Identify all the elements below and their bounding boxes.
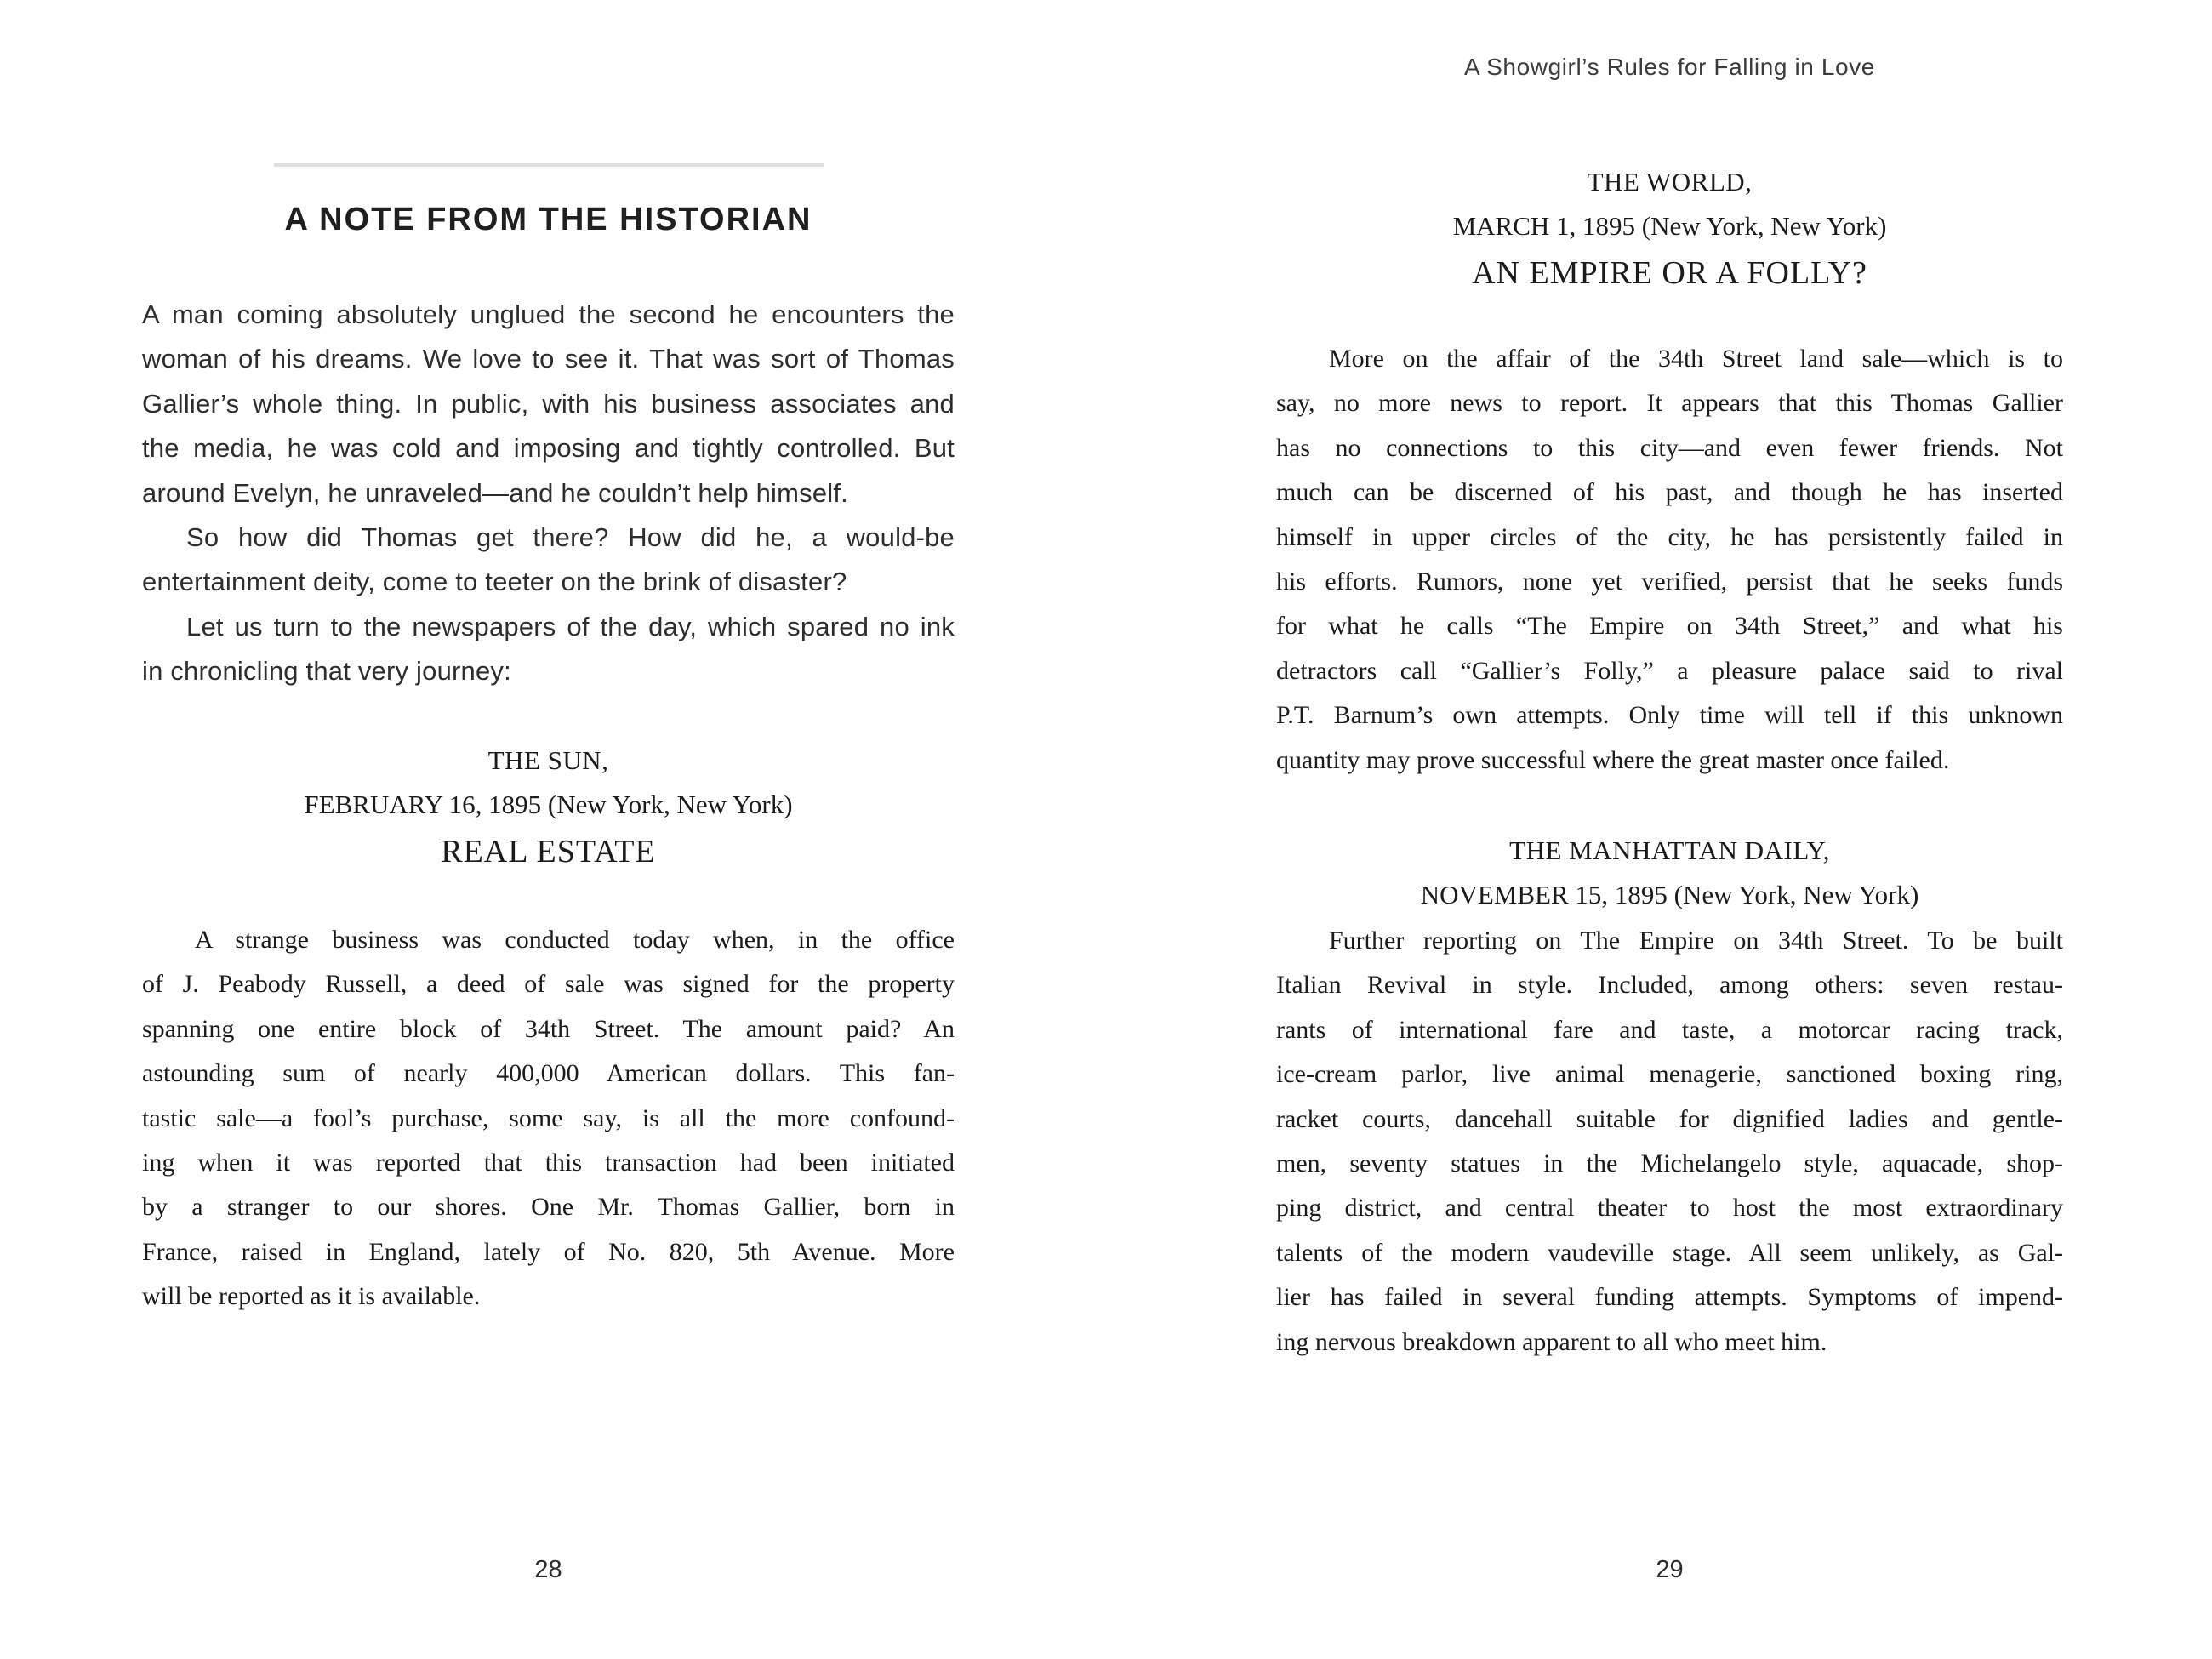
text-line: his efforts. Rumors, none yet verified, persist that he seeks funds: [1276, 567, 2063, 596]
text-line: detractors call “Gallier’s Folly,” a pleasure palace said to rival: [1276, 656, 2063, 685]
text-line: A strange business was conducted today when, in the office: [195, 926, 955, 954]
newspaper-dateline: FEBRUARY 16, 1895 (New York, New York): [304, 790, 793, 820]
text-line: ing when it was reported that this transaction had been initiated: [142, 1149, 955, 1177]
text-line: in chronicling that very journey:: [142, 656, 511, 687]
section-title: A NOTE FROM THE HISTORIAN: [284, 202, 812, 237]
text-line: woman of his dreams. We love to see it. That was sort of Thomas: [142, 344, 955, 374]
text-line: talents of the modern vaudeville stage. All seem unlikely, as Gal-: [1276, 1238, 2063, 1267]
text-line: ping district, and central theater to host the most extraordinary: [1276, 1194, 2063, 1223]
text-line: has no connections to this city—and even fewer friends. Not: [1276, 433, 2063, 462]
text-line: So how did Thomas get there? How did he, a would-be: [186, 522, 955, 553]
text-line: by a stranger to our shores. One Mr. Thomas Gallier, born in: [142, 1193, 955, 1222]
text-line: tastic sale—a fool’s purchase, some say, is all the more confound-: [142, 1103, 955, 1132]
text-line: P.T. Barnum’s own attempts. Only time will tell if this unknown: [1276, 701, 2063, 730]
text-line: More on the affair of the 34th Street land sale—which is to: [1329, 345, 2063, 373]
text-line: Gallier’s whole thing. In public, with his business associates and: [142, 388, 955, 419]
text-line: Further reporting on The Empire on 34th Street. To be built: [1329, 926, 2063, 955]
section-divider-rule: [274, 163, 824, 167]
text-line: astounding sum of nearly 400,000 American dollars. This fan-: [142, 1059, 955, 1088]
newspaper-heading: [1276, 160, 2063, 297]
text-line: himself in upper circles of the city, he has persistently failed in: [1276, 522, 2063, 551]
text-line: around Evelyn, he unraveled—and he couldn’t help himself.: [142, 477, 848, 508]
text-line: spanning one entire block of 34th Street. The amount paid? An: [142, 1014, 955, 1043]
text-line: much can be discerned of his past, and though he has inserted: [1276, 478, 2063, 507]
newspaper-name: THE MANHATTAN DAILY,: [1509, 835, 1830, 865]
newspaper-headline: REAL ESTATE: [441, 833, 656, 869]
text-line: ice-cream parlor, live animal menagerie, sanctioned boxing ring,: [1276, 1060, 2063, 1089]
historian-note-text: [142, 293, 955, 694]
text-line: of J. Peabody Russell, a deed of sale was signed for the property: [142, 970, 955, 999]
text-line: rants of international fare and taste, a motorcar racing track,: [1276, 1015, 2063, 1044]
right-page: [1276, 0, 2063, 1659]
text-line: France, raised in England, lately of No. 820, 5th Avenue. More: [142, 1237, 955, 1266]
newspaper-name: THE SUN,: [487, 745, 609, 775]
page-number-left: 28: [534, 1556, 562, 1583]
text-line: quantity may prove successful where the great master once failed.: [1276, 745, 1950, 774]
newspaper-dateline: MARCH 1, 1895 (New York, New York): [1452, 211, 1887, 242]
newspaper-name: THE WORLD,: [1587, 167, 1753, 197]
newspaper-dateline: NOVEMBER 15, 1895 (New York, New York): [1420, 880, 1919, 910]
text-line: say, no more news to report. It appears that this Thomas Gallier: [1276, 389, 2063, 418]
left-page: [142, 0, 955, 1659]
newspaper-heading: [142, 738, 955, 875]
text-line: entertainment deity, come to teeter on the brink of disaster?: [142, 567, 847, 597]
newspaper-article-body: [1276, 919, 2063, 1365]
newspaper-article-body: [1276, 337, 2063, 783]
text-line: lier has failed in several funding attempts. Symptoms of impend-: [1276, 1283, 2063, 1312]
text-line: Let us turn to the newspapers of the day, which spared no ink: [186, 611, 955, 641]
text-line: A man coming absolutely unglued the second he encounters the: [142, 299, 955, 329]
running-head: A Showgirl’s Rules for Falling in Love: [1464, 54, 1875, 80]
text-line: ing nervous breakdown apparent to all who meet him.: [1276, 1327, 1827, 1356]
text-line: racket courts, dancehall suitable for dignified ladies and gentle-: [1276, 1104, 2063, 1133]
text-line: for what he calls “The Empire on 34th Street,” and what his: [1276, 612, 2063, 641]
text-line: will be reported as it is available.: [142, 1282, 481, 1311]
newspaper-headline: AN EMPIRE OR A FOLLY?: [1472, 254, 1867, 291]
text-line: Italian Revival in style. Included, among others: seven restau-: [1276, 971, 2063, 1000]
text-line: men, seventy statues in the Michelangelo style, aquacade, shop-: [1276, 1149, 2063, 1178]
page-number-right: 29: [1656, 1556, 1684, 1583]
newspaper-heading: [1276, 829, 2063, 918]
text-line: the media, he was cold and imposing and tightly controlled. But: [142, 433, 955, 464]
newspaper-article-body: [142, 918, 955, 1320]
